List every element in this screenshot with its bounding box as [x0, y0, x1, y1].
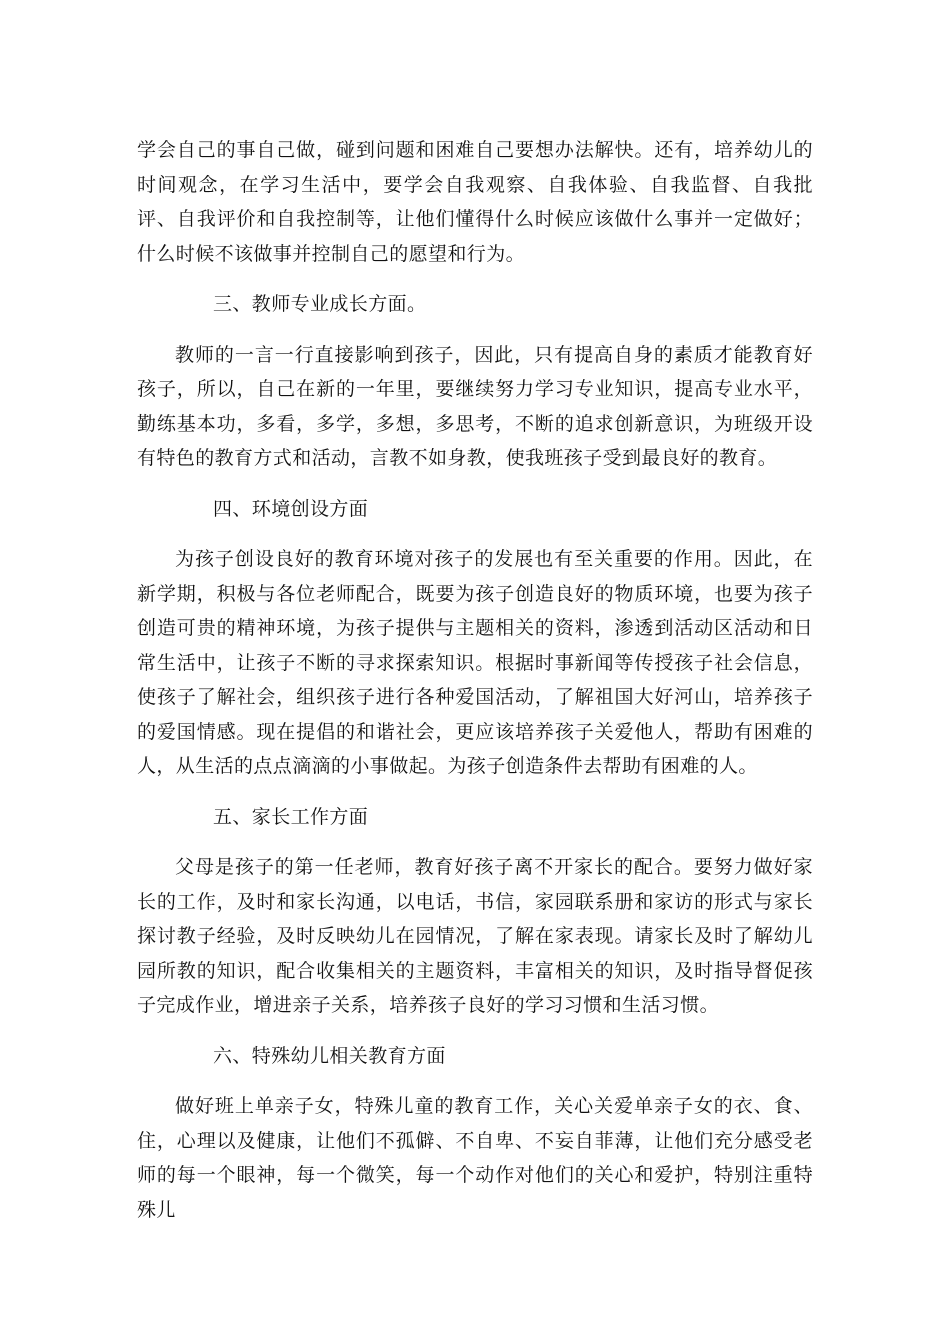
section-heading-parent-work: 五、家长工作方面 [213, 805, 369, 828]
paragraph-environment: 为孩子创设良好的教育环境对孩子的发展也有至关重要的作用。因此，在新学期，积极与各位老师配合，既要为孩子创造良好的物质环境，也要为孩子创造可贵的精神环境，为孩子提供与主题相关的资料，渗透到活动区活动和日常生活中，让孩子不断的寻求探索知识。根据时事新闻等传授孩子社会信息，使孩子了解社会，组织孩子进行各种爱国活动，了解祖国大好河山，培养孩子的爱国情感。现在提倡的和谐社会，更应该培养孩子关爱他人，帮助有困难的人，从生活的点点滴滴的小事做起。为孩子创造条件去帮助有困难的人。 [137, 548, 813, 777]
section-heading-environment: 四、环境创设方面 [213, 497, 369, 520]
paragraph-self-management: 学会自己的事自己做，碰到问题和困难自己要想办法解快。还有，培养幼儿的时间观念，在学习生活中，要学会自我观察、自我体验、自我监督、自我批评、自我评价和自我控制等，让他们懂得什么时候应该做什么事并一定做好；什么时候不该做事并控制自己的愿望和行为。 [137, 139, 813, 265]
document-body [137, 133, 813, 1227]
paragraph-teacher-growth: 教师的一言一行直接影响到孩子，因此，只有提高自身的素质才能教育好孩子，所以，自己在新的一年里，要继续努力学习专业知识，提高专业水平，勤练基本功，多看，多学，多想，多思考，不断的追求创新意识，为班级开设有特色的教育方式和活动，言教不如身教，使我班孩子受到最良好的教育。 [137, 343, 813, 469]
section-heading-teacher-growth: 三、教师专业成长方面。 [213, 293, 427, 315]
section-heading-special-children: 六、特殊幼儿相关教育方面 [213, 1044, 446, 1067]
paragraph-special-children: 做好班上单亲子女，特殊儿童的教育工作，关心关爱单亲子女的衣、食、住，心理以及健康，让他们不孤僻、不自卑、不妄自菲薄，让他们充分感受老师的每一个眼神，每一个微笑，每一个动作对他们的关心和爱护，特别注重特殊儿 [137, 1095, 813, 1221]
paragraph-parent-work: 父母是孩子的第一任老师，教育好孩子离不开家长的配合。要努力做好家长的工作，及时和家长沟通，以电话，书信，家园联系册和家访的形式与家长探讨教子经验，及时反映幼儿在园情况，了解在家表现。请家长及时了解幼儿园所教的知识，配合收集相关的主题资料，丰富相关的知识，及时指导督促孩子完成作业，增进亲子关系，培养孩子良好的学习习惯和生活习惯。 [137, 856, 813, 1016]
